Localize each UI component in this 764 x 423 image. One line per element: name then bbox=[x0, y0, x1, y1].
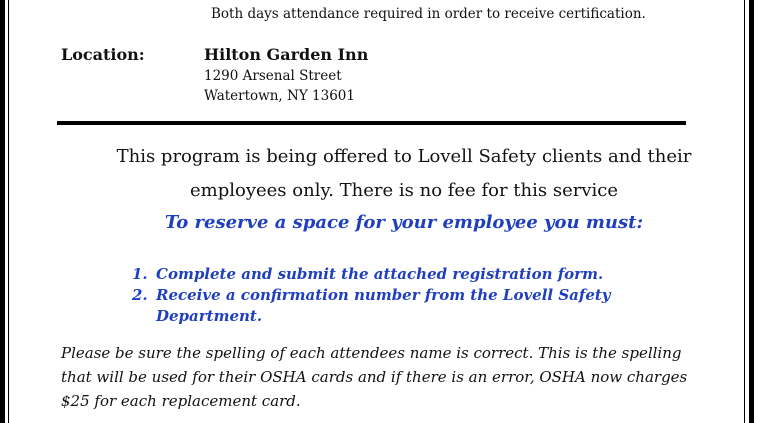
attendance-note: Both days attendance required in order to receive certification. bbox=[211, 6, 646, 22]
step-number: 2. bbox=[132, 286, 148, 304]
list-item bbox=[132, 264, 636, 285]
program-line-1: This program is being offered to Lovell Safety clients and their bbox=[116, 146, 692, 167]
location-label: Location: bbox=[61, 45, 145, 64]
program-line-2: employees only. There is no fee for this service bbox=[190, 180, 618, 201]
venue-city: Watertown, NY 13601 bbox=[204, 88, 355, 104]
section-divider bbox=[57, 121, 686, 125]
spelling-note: Please be sure the spelling of each attendees name is correct. This is the spelling that will be used for their OSHA cards and if there is an error, OSHA now charges $25 for each replacement card. bbox=[61, 344, 688, 410]
step-text: Complete and submit the attached registration form. bbox=[156, 265, 604, 283]
reserve-heading: To reserve a space for your employee you must: bbox=[164, 212, 644, 233]
step-number: 1. bbox=[132, 265, 148, 283]
page-border-right bbox=[749, 0, 754, 423]
program-statement bbox=[60, 140, 748, 208]
step-text: Receive a confirmation number from the Lovell Safety Department. bbox=[156, 286, 611, 325]
list-item bbox=[132, 285, 626, 327]
reserve-steps-list bbox=[132, 264, 636, 327]
page-border-left-inner bbox=[8, 0, 9, 423]
page-border-left bbox=[0, 0, 5, 423]
venue-name: Hilton Garden Inn bbox=[204, 45, 369, 64]
venue-street: 1290 Arsenal Street bbox=[204, 68, 342, 84]
